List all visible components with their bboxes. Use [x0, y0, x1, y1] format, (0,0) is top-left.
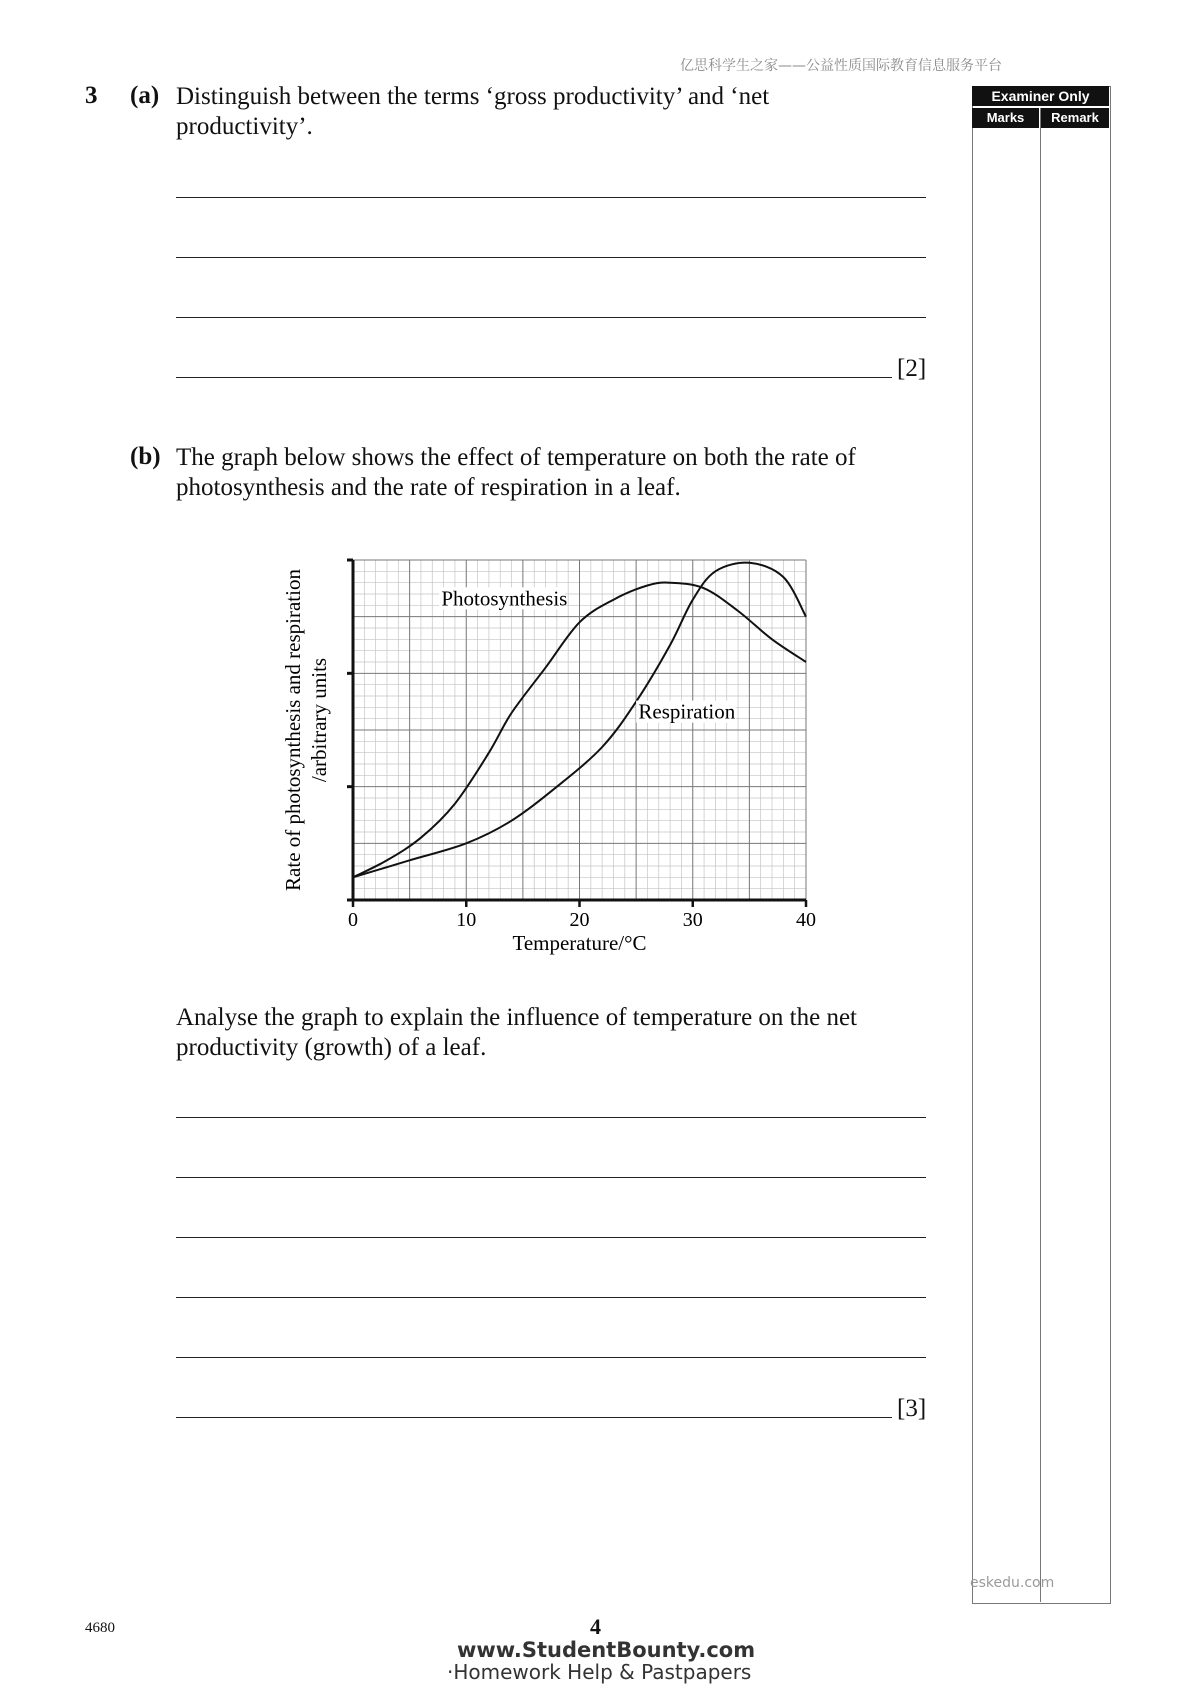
x-axis-label: Temperature/°C	[512, 931, 647, 955]
y-axis-label-line2: /arbitrary units	[307, 657, 331, 783]
part-a-label: (a)	[130, 82, 160, 109]
paper-code: 4680	[85, 1620, 115, 1636]
part-a-text-line1: Distinguish between the terms ‘gross productivity’ and ‘net	[176, 83, 770, 110]
x-tick-label: 20	[569, 909, 590, 931]
header-watermark: 亿思科学生之家——公益性质国际教育信息服务平台	[680, 58, 1002, 74]
x-tick-label: 10	[456, 909, 477, 931]
x-tick-label: 40	[796, 909, 816, 931]
part-b-prompt-line2: productivity (growth) of a leaf.	[176, 1034, 487, 1061]
answer-line[interactable]	[176, 317, 926, 318]
examiner-column-divider	[1040, 108, 1041, 1602]
answer-line[interactable]	[176, 197, 926, 198]
answer-line[interactable]	[176, 1357, 926, 1358]
x-tick-label: 30	[682, 909, 703, 931]
part-a-marks: [2]	[897, 355, 927, 382]
answer-line[interactable]	[176, 377, 892, 378]
marks-column-header: Marks	[972, 108, 1039, 128]
brand-link[interactable]: www.StudentBounty.com	[457, 1638, 756, 1662]
question-number: 3	[85, 82, 98, 109]
part-b-text-line2: photosynthesis and the rate of respiration in a leaf.	[176, 474, 681, 501]
part-b-prompt-line1: Analyse the graph to explain the influence of temperature on the net	[176, 1004, 857, 1031]
answer-line[interactable]	[176, 1237, 926, 1238]
x-tick-labels	[348, 909, 816, 931]
part-b-text-line1: The graph below shows the effect of temperature on both the rate of	[176, 444, 856, 471]
answer-line[interactable]	[176, 1417, 892, 1418]
examiner-box	[972, 86, 1111, 1604]
y-axis-label-line1: Rate of photosynthesis and respiration	[281, 569, 305, 891]
answer-line[interactable]	[176, 1297, 926, 1298]
site-watermark: eskedu.com	[970, 1575, 1055, 1591]
part-a-text-line2: productivity’.	[176, 113, 313, 140]
page-number: 4	[590, 1614, 601, 1639]
brand-tagline: ·Homework Help & Pastpapers	[447, 1660, 752, 1684]
answer-line[interactable]	[176, 257, 926, 258]
x-tick-label: 0	[348, 909, 358, 931]
series-label-photosynthesis: Photosynthesis	[441, 586, 568, 611]
part-b-label: (b)	[130, 443, 161, 470]
series-label-respiration: Respiration	[638, 699, 736, 724]
answer-line[interactable]	[176, 1177, 926, 1178]
remark-column-header: Remark	[1041, 108, 1109, 128]
part-b-marks: [3]	[897, 1395, 927, 1422]
temperature-rate-graph	[270, 540, 830, 960]
examiner-only-header: Examiner Only	[972, 86, 1109, 106]
answer-line[interactable]	[176, 1117, 926, 1118]
